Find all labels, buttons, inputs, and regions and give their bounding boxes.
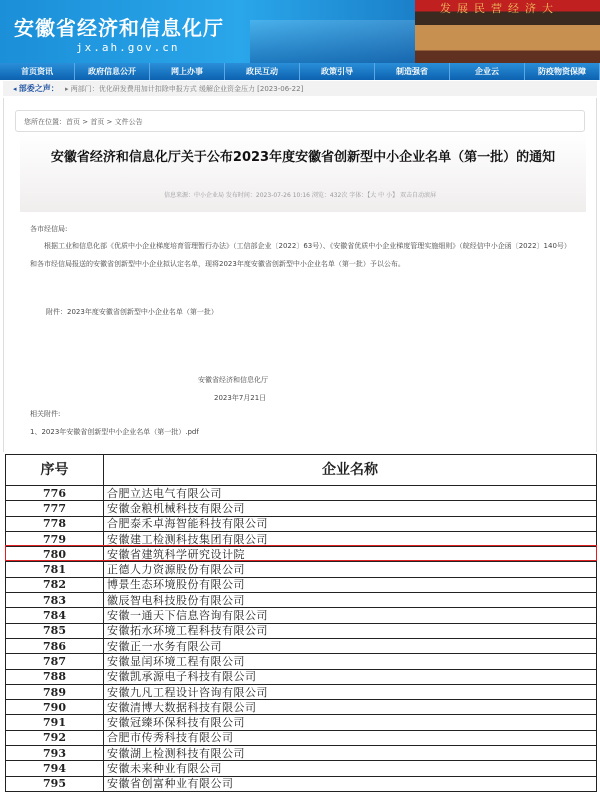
company-name: 安徽拓水环境工程科技有限公司 [104,623,597,638]
table-row [6,486,597,501]
nav-item[interactable]: 政府信息公开 [75,63,150,80]
company-name: 安徽金粮机械科技有限公司 [104,501,597,516]
row-index: 787 [6,654,104,669]
nav-item[interactable]: 首页资讯 [0,63,75,80]
table-row [6,577,597,592]
header-index: 序号 [6,455,104,486]
table-row [6,501,597,516]
company-name: 安徽九凡工程设计咨询有限公司 [104,684,597,699]
nav-item[interactable]: 政民互动 [225,63,300,80]
company-name: 安徽显闰环境工程有限公司 [104,654,597,669]
related-file-link[interactable]: 1、2023年安徽省创新型中小企业名单（第一批）.pdf [30,428,199,436]
table-row [6,684,597,699]
table-row [6,715,597,730]
row-index: 793 [6,746,104,761]
site-banner [0,0,600,63]
signature-date: 2023年7月21日 [214,394,267,402]
row-index: 784 [6,608,104,623]
company-name: 安徽凯承源电子科技有限公司 [104,669,597,684]
company-name: 安徽一通天下信息咨询有限公司 [104,608,597,623]
table-row [6,700,597,715]
company-name: 安徽清博大数据科技有限公司 [104,700,597,715]
row-index: 786 [6,638,104,653]
header-company: 企业名称 [104,455,597,486]
row-index: 791 [6,715,104,730]
salutation: 各市经信局: [30,225,68,233]
row-index: 778 [6,516,104,531]
nav-item[interactable]: 网上办事 [150,63,225,80]
row-index: 777 [6,501,104,516]
table-row [6,746,597,761]
company-name: 安徽省创富种业有限公司 [104,776,597,791]
company-name: 合肥泰禾卓海智能科技有限公司 [104,516,597,531]
table-row [6,531,597,546]
ticker-link[interactable]: ▸ 两部门：优化研发费用加计扣除申报方式 缓解企业资金压力 [2023-06-22] [64,85,304,93]
table-row [6,608,597,623]
nav-item[interactable]: 防疫物资保障 [525,63,600,80]
caret-left-icon[interactable]: ◂ [13,85,19,93]
table-row [6,654,597,669]
attachment-note: 附件：2023年度安徽省创新型中小企业名单（第一批） [46,308,218,316]
row-index: 792 [6,730,104,745]
main-nav [0,63,600,80]
company-name: 徽辰智电科技股份有限公司 [104,593,597,608]
row-index: 781 [6,562,104,577]
skyline-image [250,20,420,63]
article-body: 根据工业和信息化部《优质中小企业梯度培育管理暂行办法》（工信部企业〔2022〕63号）、《安徽省优质中小企业梯度管理实施细则》（皖经信中小企函〔2022〕140号）和各市经信局报送的安徽省创新型中小企业拟认定名单，现将2023年度安徽省创新型中小企业名单（第一批）予以公布。 [30,242,571,268]
row-index: 780 [6,547,104,562]
related-label: 相关附件: [30,410,61,418]
row-index: 782 [6,577,104,592]
site-url: jx.ah.gov.cn [76,41,180,54]
company-name: 安徽正一水务有限公司 [104,638,597,653]
company-name: 合肥市传秀科技有限公司 [104,730,597,745]
table-row [6,516,597,531]
row-index: 779 [6,531,104,546]
site-title[interactable]: 安徽省经济和信息化厅 [14,16,224,40]
news-ticker [3,81,597,96]
breadcrumb: 您所在位置：首页 > 首页 > 文件公告 [15,110,585,132]
table-row [6,593,597,608]
table-row [6,776,597,791]
article-title: 安徽省经济和信息化厅关于公布2023年度安徽省创新型中小企业名单（第一批）的通知 [50,150,556,165]
banner-slogan: 发展民营经济大 [440,2,559,15]
table-row [6,623,597,638]
table-row [6,638,597,653]
company-name: 安徽建工检测科技集团有限公司 [104,531,597,546]
table-row [6,730,597,745]
row-index: 785 [6,623,104,638]
company-name: 安徽湖上检测科技有限公司 [104,746,597,761]
ticker-label: 部委之声： [18,84,59,93]
row-index: 795 [6,776,104,791]
company-name: 安徽未来种业有限公司 [104,761,597,776]
row-index: 776 [6,486,104,501]
nav-item[interactable]: 企业云 [450,63,525,80]
company-name: 博景生态环境股份有限公司 [104,577,597,592]
table-row [6,669,597,684]
row-index: 783 [6,593,104,608]
company-name: 正德人力资源股份有限公司 [104,562,597,577]
signature: 安徽省经济和信息化厅 [198,376,268,384]
company-name: 安徽冠臻环保科技有限公司 [104,715,597,730]
table-row [6,562,597,577]
table-row [6,547,597,562]
row-index: 788 [6,669,104,684]
nav-item[interactable]: 制造强省 [375,63,450,80]
title-box [20,134,586,212]
row-index: 794 [6,761,104,776]
company-name: 安徽省建筑科学研究设计院 [104,547,597,562]
nav-item[interactable]: 政策引导 [300,63,375,80]
table-row [6,761,597,776]
row-index: 789 [6,684,104,699]
row-index: 790 [6,700,104,715]
company-name: 合肥立达电气有限公司 [104,486,597,501]
article-meta: 信息来源：中小企业局 发布时间：2023-07-26 10:16 浏览：432次 字体：【大 中 小】 双击自动滚屏 [164,192,436,199]
company-table [5,454,597,792]
